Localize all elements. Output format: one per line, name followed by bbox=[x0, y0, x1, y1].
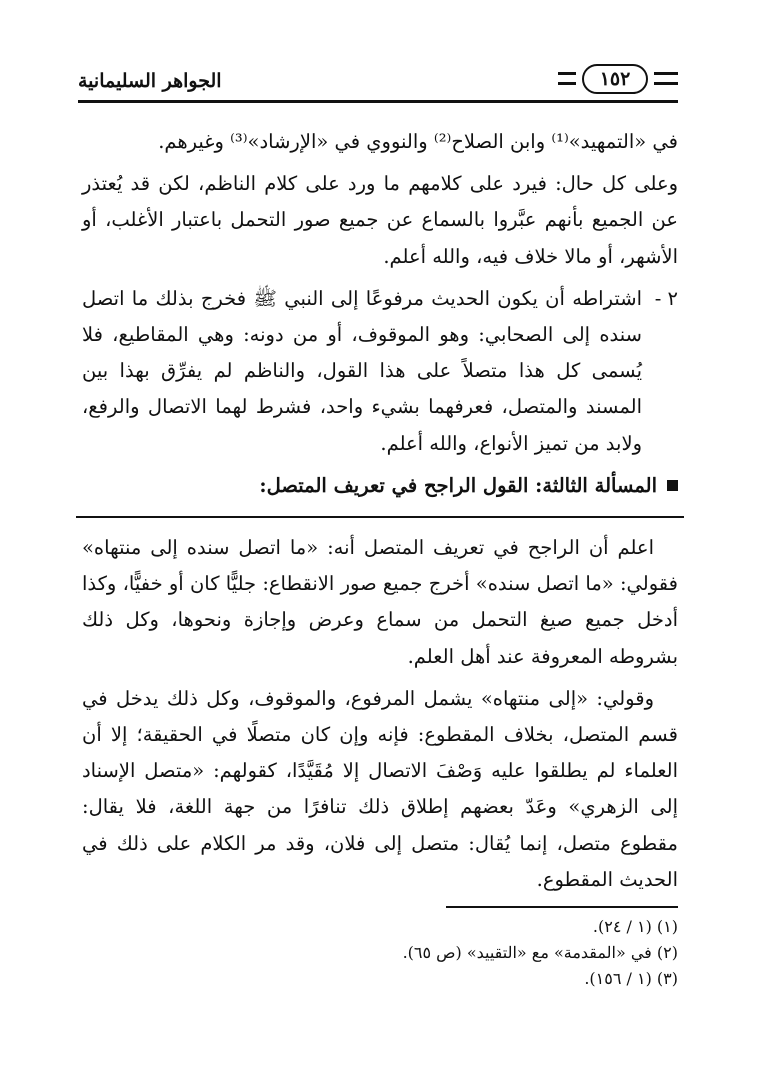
footnote: (١) (١ / ٢٤). bbox=[592, 917, 678, 936]
square-bullet-icon bbox=[667, 480, 678, 491]
decorative-line bbox=[558, 72, 576, 75]
footnote: (٣) (١ / ١٥٦). bbox=[584, 969, 678, 988]
page-number-badge bbox=[582, 64, 648, 94]
footnote-rule bbox=[446, 906, 678, 908]
item-number: ٢ - bbox=[654, 286, 678, 310]
footnote: (٢) في «المقدمة» مع «التقييد» (ص ٦٥). bbox=[402, 943, 678, 962]
decorative-line bbox=[558, 82, 576, 85]
main-text bbox=[82, 124, 678, 904]
item-text: اشتراطه أن يكون الحديث مرفوعًا إلى النبي ﷺ فخرج بذلك ما اتصل سنده إلى الصحابي: وهو الموقوف، أو من دونه: وهي المقاطيع، فلا يُسمى كل هذا متصلاً على هذا القول، والناظم لم يفرِّق بهذا بين المسند والمتصل، فعرفهما بشيء واحد، فشرط لهما الاتصال والرفع، ولابد من تميز الأنواع، والله أعلم. bbox=[82, 286, 642, 455]
paragraph: في «التمهيد»⁽¹⁾ وابن الصلاح⁽²⁾ والنووي في «الإرشاد»⁽³⁾ وغيرهم. bbox=[158, 130, 678, 153]
paragraph: وقولي: «إلى منتهاه» يشمل المرفوع، والموقوف، وكل ذلك يدخل في قسم المتصل، بخلاف المقطوع: فإنه وإن كان متصلًا في الحقيقة؛ إلا أن العلماء لم يطلقوا عليه وَصْفَ الاتصال إلا مُقَيَّدًا، كقولهم: «متصل الإسناد إلى الزهري» وعَدّ بعضهم إطلاق ذلك تنافرًا من جهة اللغة، فلا يقال: مقطوع متصل، إنما يُقال: متصل إلى فلان، وقد مر الكلام على ذلك في الحديث المقطوع. bbox=[82, 686, 678, 891]
book-title: الجواهر السليمانية bbox=[78, 70, 222, 92]
paragraph: وعلى كل حال: فيرد على كلامهم ما ورد على كلام الناظم، لكن قد يُعتذر عن الجميع بأنهم عبَّروا بالسماع عن جميع صور التحمل باعتبار الأغلب، أو الأشهر، أو مالا خلاف فيه، والله أعلم. bbox=[82, 172, 678, 268]
page-number: ١٥٢ bbox=[599, 68, 631, 90]
footnotes bbox=[300, 914, 678, 992]
section-heading-text: المسألة الثالثة: القول الراجح في تعريف المتصل: bbox=[259, 473, 657, 497]
section-heading bbox=[82, 468, 678, 504]
heading-rule bbox=[76, 516, 684, 518]
decorative-line bbox=[654, 72, 678, 75]
header-rule bbox=[78, 100, 678, 103]
paragraph: اعلم أن الراجح في تعريف المتصل أنه: «ما اتصل سنده إلى منتهاه» فقولي: «ما اتصل سنده» أخرج جميع صور الانقطاع: جليًّا كان أو خفيًّا، وكذا أدخل جميع صيغ التحمل من سماع وعرض وإجازة ونحوها، وكل ذلك بشروطه المعروفة عند أهل العلم. bbox=[82, 536, 678, 668]
page-header bbox=[78, 62, 678, 106]
decorative-line bbox=[654, 82, 678, 85]
numbered-item bbox=[82, 281, 678, 462]
